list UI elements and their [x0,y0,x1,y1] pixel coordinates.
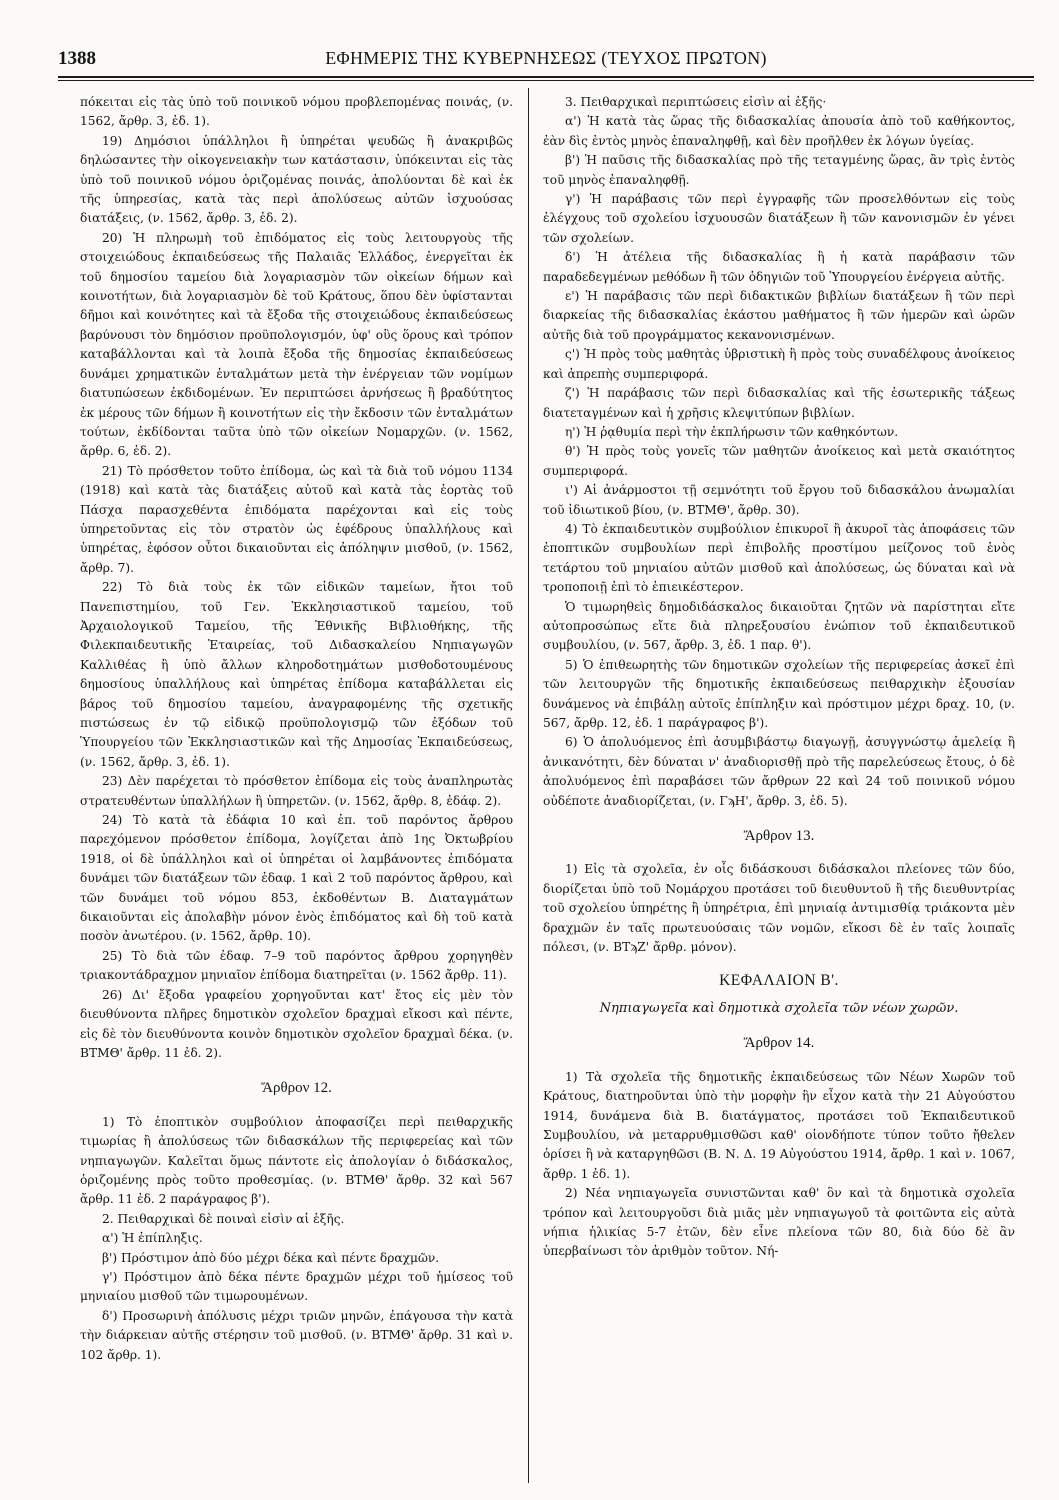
article-12-heading: Ἄρθρον 12. [261,1080,332,1097]
chapter-heading: ΚΕΦΑΛΑΙΟΝ Β'. [719,972,839,990]
clause-3-item-c: γ') Ἡ παράβασις τῶν περὶ ἐγγραφῆς τῶν προσελθόντων εἰς τοὺς ἐλέγχους τοῦ σχολείου ἰσχυουσῶν διατάξεων ἢ τῶν κανονισμῶν ἐν γένει τῶν σχολείων. [543,192,1015,245]
paragraph-22: 22) Τὸ διὰ τοὺς ἐκ τῶν εἰδικῶν ταμείων, ἤτοι τοῦ Πανεπιστημίου, τοῦ Γεν. Ἐκκλησιαστικοῦ ταμείου, τοῦ Ἀρχαιολογικοῦ Ταμείου, τῆς Ἐθνικῆς Βιβλιοθήκης, τῆς Φιλεκπαιδευτικῆς Ἑταιρείας, τοῦ Διδασκαλείου Νηπιαγωγῶν Καλλιθέας ἢ ὑπὸ ἄλλων κληροδοτημάτων μισθοδοτουμένους δημοσίους ὑπαλλήλους καὶ ὑπηρέτας ἐπίδομα καταβάλλεται εἰς βάρος τοῦ δημοσίου ταμείου, ἀναγραφομένης τῆς σχετικῆς πιστώσεως ἐν τῷ εἰδικῷ προϋπολογισμῷ τῶν ἐξόδων τοῦ Ὑπουργείου τῶν Ἐκκλησιαστικῶν καὶ τῆς Δημοσίας Ἐκπαιδεύσεως, (ν. 1562, ἄρθρ. 3, ἐδ. 1). [80,580,513,769]
header-rule-thick [58,76,1034,78]
clause-3-item-h: η') Ἡ ῥᾳθυμία περὶ τὴν ἐκπλήρωσιν τῶν καθηκόντων. [565,424,899,439]
article-12-item-a: α') Ἡ ἐπίπληξις. [102,1231,203,1246]
article-12-item-b: β') Πρόστιμον ἀπὸ δύο μέχρι δέκα καὶ πέντε δραχμῶν. [102,1250,440,1265]
page-header [58,42,1034,76]
clause-3-item-g: ζ') Ἡ παράβασις τῶν περὶ διδασκαλίας καὶ τῆς ἐσωτερικῆς τάξεως διατεταγμένων καὶ ἡ χρῆσις κλεψιτύπων βιβλίων. [543,386,1015,420]
right-column [543,93,1015,1262]
article-12-clause-5: 5) Ὁ ἐπιθεωρητὴς τῶν δημοτικῶν σχολείων τῆς περιφερείας ἀσκεῖ ἐπὶ τῶν λειτουργῶν τῆς δημοτικῆς ἐκπαιδεύσεως πειθαρχικὴν ἐξουσίαν δυνάμενος νὰ ἐπιβάλῃ αὐτοῖς ἐπίπληξιν καὶ πρόστιμον μέχρι δραχ. 10, (ν. 567, ἄρθρ. 12, ἐδ. 1 παράγραφος β'). [543,657,1015,730]
article-12-clause-1: 1) Τὸ ἐποπτικὸν συμβούλιον ἀποφασίζει περὶ πειθαρχικῆς τιμωρίας ἢ ἀπολύσεως τῶν διδασκάλων τῆς περιφερείας καὶ τῶν νηπιαγωγῶν. Καλεῖται ὅμως πάντοτε εἰς ἀπολογίαν ὁ διδάσκαλος, ὁριζομένης πρὸς τοῦτο προθεσμίας. (ν. ΒΤΜΘ' ἄρθρ. 32 καὶ 567 ἄρθρ. 11 ἐδ. 2 παράγραφος β'). [80,1114,513,1207]
article-12-item-d: δ') Προσωρινὴ ἀπόλυσις μέχρι τριῶν μηνῶν, ἐπάγουσα τὴν κατὰ τὴν διάρκειαν αὐτῆς στέρησιν τοῦ μισθοῦ. (ν. ΒΤΜΘ' ἄρθρ. 31 καὶ ν. 102 ἄρθρ. 1). [80,1308,513,1362]
header-rule-thin [58,80,1034,81]
page-number: 1388 [58,48,96,69]
article-13-heading: Ἄρθρον 13. [743,828,815,845]
paragraph-25: 25) Τὸ διὰ τῶν ἐδαφ. 7–9 τοῦ παρόντος ἄρθρου χορηγηθὲν τριακοντάδραχμον μηνιαῖον ἐπίδομα διατηρεῖται (ν. 1562 ἄρθρ. 11). [80,948,513,983]
paragraph-23: 23) Δὲν παρέχεται τὸ πρόσθετον ἐπίδομα εἰς τοὺς ἀναπληρωτὰς στρατευθέντων ὑπαλλήλων ἢ ὑπηρετῶν. (ν. 1562, ἄρθρ. 8, ἐδάφ. 2). [80,774,513,808]
article-13-clause-1: 1) Εἰς τὰ σχολεῖα, ἐν οἷς διδάσκουσι διδάσκαλοι πλείονες τῶν δύο, διορίζεται ὑπὸ τοῦ Νομάρχου προτάσει τοῦ διευθυντοῦ ἢ τῆς διευθυντρίας τοῦ σχολείου ὑπηρέτης ἢ ὑπηρέτρια, ἐπὶ μηνιαίᾳ ἀντιμισθίᾳ τριάκοντα μὲν δραχμῶν ἐν ταῖς πρωτευούσαις τῶν νομῶν, εἴκοσι δὲ ἐν ταῖς λοιπαῖς πόλεσι, (ν. ΒΤϡΖ' ἄρθρ. μόνον). [543,862,1015,955]
article-12-clause-4-cont: Ὁ τιμωρηθεὶς δημοδιδάσκαλος δικαιοῦται ζητῶν νὰ παρίστηται εἴτε αὐτοπροσώπως εἴτε διὰ πληρεξουσίου ἐνώπιον τοῦ ἐκπαιδευτικοῦ συμβουλίου, (ν. 567, ἄρθρ. 3, ἐδ. 1 παρ. θ'). [543,599,1015,653]
paragraph-19: 19) Δημόσιοι ὑπάλληλοι ἢ ὑπηρέται ψευδῶς ἢ ἀνακριβῶς δηλώσαντες τὴν οἰκογενειακὴν των κατάστασιν, ὑπόκεινται εἰς τὰς ὑπὸ τοῦ ποινικοῦ νόμου ὁριζομένας ποινάς, ἀπολύονται δὲ καὶ ἐκ τῆς ὑπηρεσίας, κατὰ τὰς περὶ ἀπολύσεως αὐτῶν ἰσχυούσας διατάξεις, (ν. 1562, ἄρθρ. 3, ἐδ. 2). [80,133,513,226]
clause-3-item-i: θ') Ἡ πρὸς τοὺς γονεῖς τῶν μαθητῶν ἀνοίκειος καὶ μετὰ σκαιότητος συμπεριφορά. [543,444,1015,478]
clause-3-item-d: δ') Ἡ ἀτέλεια τῆς διδασκαλίας ἢ ἡ κατὰ παράβασιν τῶν παραδεδεγμένων μεθόδων ἢ τῶν ὁδηγιῶν τοῦ Ὑπουργείου ἐνέργεια αὐτῆς. [543,250,1015,284]
paragraph-24: 24) Τὸ κατὰ τὰ ἐδάφια 10 καὶ ἐπ. τοῦ παρόντος ἄρθρου παρεχόμενον πρόσθετον ἐπίδομα, λογίζεται ἀπὸ 1ης Ὀκτωβρίου 1918, οἱ δὲ ὑπάλληλοι καὶ οἱ ὑπηρέται οἱ λαμβάνοντες ἐπιδόματα δυνάμει τῶν διατάξεων τῶν ἐδαφ. 1 καὶ 2 τοῦ παρόντος ἄρθρου, καὶ τῶν δυνάμει τοῦ νόμου 853, ἐκδοθέντων Β. Διαταγμάτων δικαιοῦνται εἰς ἀπολαβὴν μόνον ἑνὸς ἐπιδόματος καὶ δὴ τοῦ κατὰ ποσὸν ἀνωτέρου. (ν. 1562, ἄρθρ. 10). [80,813,513,944]
article-14-heading: Ἄρθρον 14. [743,1035,815,1052]
clause-3-item-f: ς') Ἡ πρὸς τοὺς μαθητὰς ὑβριστικὴ ἢ πρὸς τοὺς συναδέλφους ἀνοίκειος καὶ ἀπρεπὴς συμπεριφορά. [543,347,1015,381]
left-column [80,93,513,1365]
article-14-clause-2: 2) Νέα νηπιαγωγεῖα συνιστῶνται καθ' ὃν καὶ τὰ δημοτικὰ σχολεῖα τρόπον καὶ λειτουργοῦσι διὰ μιᾶς μὲν νηπιαγωγοῦ τὰ φοιτῶντα εἰς αὐτὰ νήπια ἡλικίας 5-7 ἐτῶν, δὲν εἶνε πλείονα τῶν 80, διὰ δύο δὲ ἂν ὑπερβαίνωσι τὸν ἀριθμὸν τοῦτον. Νή- [543,1186,1015,1259]
article-12-clause-4: 4) Τὸ ἐκπαιδευτικὸν συμβούλιον ἐπικυροῖ ἢ ἀκυροῖ τὰς ἀποφάσεις τῶν ἐποπτικῶν συμβουλίων περὶ ἐπιβολῆς προστίμου μείζονος τοῦ ἑνὸς τετάρτου τοῦ μηνιαίου αὐτῶν μισθοῦ καὶ ἀπολύσεως, ὡς δύναται καὶ νὰ τροποποιῇ ἐπὶ τὸ ἐπιεικέστερον. [543,521,1015,595]
clause-3-item-e: ε') Ἡ παράβασις τῶν περὶ διδακτικῶν βιβλίων διατάξεων ἢ τῶν περὶ διαρκείας τῆς διδασκαλίας ἑκάστου μαθήματος ἢ τῶν ἡμερῶν καὶ ὡρῶν αὐτῆς διὰ τοῦ προγράμματος κεκανονισμένων. [543,289,1015,342]
column-divider [528,88,529,1483]
gazette-title: ΕΦΗΜΕΡΙΣ ΤΗΣ ΚΥΒΕΡΝΗΣΕΩΣ (ΤΕΥΧΟΣ ΠΡΩΤΟΝ) [325,48,767,68]
chapter-subtitle: Νηπιαγωγεῖα καὶ δημοτικὰ σχολεῖα τῶν νέων χωρῶν. [599,1000,959,1016]
clause-3-item-a: α') Ἡ κατὰ τὰς ὥρας τῆς διδασκαλίας ἀπουσία ἀπὸ τοῦ καθήκοντος, ἐὰν δὶς ἐντὸς μηνὸς ἐπαναληφθῇ, καὶ δὲν προῆλθεν ἐκ λόγων ὑγείας. [543,114,1015,148]
article-14-clause-1: 1) Τὰ σχολεῖα τῆς δημοτικῆς ἐκπαιδεύσεως τῶν Νέων Χωρῶν τοῦ Κράτους, διατηροῦνται ὑπὸ τὴν μορφὴν ἣν εἶχον κατὰ τὴν 21 Αὐγούστου 1914, δυνάμενα διὰ Β. διατάγματος, προτάσει τοῦ Ἐκπαιδευτικοῦ Συμβουλίου, νὰ μεταρρυθμισθῶσι καθ' οἱονδήποτε τύπον τοῦτο ἤθελεν ὁρίσει ἢ νὰ καταργηθῶσι (Β. Ν. Δ. 19 Αὐγούστου 1914, ἄρθρ. 1 καὶ ν. 1067, ἄρθρ. 1 ἐδ. 1). [543,1069,1015,1181]
article-12-clause-2: 2. Πειθαρχικαὶ δὲ ποιναὶ εἰσὶν αἱ ἑξῆς. [102,1211,345,1226]
paragraph: πόκειται εἰς τὰς ὑπὸ τοῦ ποινικοῦ νόμου προβλεπομένας ποινάς, (ν. 1562, ἄρθρ. 3, ἐδ. 1). [80,95,513,129]
article-12-clause-3: 3. Πειθαρχικαὶ περιπτώσεις εἰσὶν αἱ ἑξῆς· [565,95,827,109]
paragraph-20: 20) Ἡ πληρωμὴ τοῦ ἐπιδόματος εἰς τοὺς λειτουργοὺς τῆς στοιχειώδους ἐκπαιδεύσεως τῆς Παλαιᾶς Ἑλλάδος, ἐνεργεῖται ἐκ τοῦ δημοσίου ταμείου διὰ λογαριασμὸν τῶν οἰκείων δήμων καὶ κοινοτήτων, διὰ λογαριασμὸν δὲ τοῦ Κράτους, ὅπου δὲν ὑφίστανται δῆμοι καὶ κοινότητες καὶ τὰ ἔξοδα τῆς στοιχειώδους ἐκπαιδεύσεως βαρύνουσι τὸν δημόσιον προϋπολογισμόν, ὑφ' οὓς ὅρους καὶ τρόπον καταβάλλονται καὶ τὰ λοιπὰ ἔξοδα τῆς δημοσίας ἐκπαιδεύσεως δυνάμει χρηματικῶν ἐνταλμάτων μετὰ τὴν ἐνέργειαν τῶν νομίμων διατυπώσεων ἐκδιδομένων. Ἐν περιπτώσει ἀρνήσεως ἢ βραδύτητος ἐκ μέρους τῶν δήμων ἢ κοινοτήτων εἰς τὴν ἔκδοσιν τῶν ἐνταλμάτων τούτων, ἐκδίδονται ταῦτα ὑπὸ τῶν οἰκείων Νομαρχῶν. (ν. 1562, ἄρθρ. 6, ἐδ. 2). [80,230,513,459]
clause-3-item-b: β') Ἡ παῦσις τῆς διδασκαλίας πρὸ τῆς τεταγμένης ὥρας, ἂν τρὶς ἐντὸς τοῦ μηνὸς ἐπαναληφθῇ. [543,153,1015,187]
paragraph-26: 26) Δι' ἔξοδα γραφείου χορηγοῦνται κατ' ἔτος εἰς μὲν τὸν διευθύνοντα πλῆρες δημοτικὸν σχολεῖον δραχμαὶ εἴκοσι καὶ πέντε, εἰς δὲ τὸν διευθύνοντα κοινὸν δημοτικὸν σχολεῖον δραχμαὶ δέκα. (ν. ΒΤΜΘ' ἄρθρ. 11 ἐδ. 2). [80,987,513,1060]
clause-3-item-j: ι') Αἱ ἀνάρμοστοι τῇ σεμνότητι τοῦ ἔργου τοῦ διδασκάλου ἀνωμαλίαι τοῦ ἰδιωτικοῦ βίου, (ν. ΒΤΜΘ', ἄρθρ. 30). [543,483,1015,517]
article-12-item-c: γ') Πρόστιμον ἀπὸ δέκα πέντε δραχμῶν μέχρι τοῦ ἡμίσεος τοῦ μηνιαίου μισθοῦ τῶν τιμωρουμένων. [80,1269,513,1304]
paragraph-21: 21) Τὸ πρόσθετον τοῦτο ἐπίδομα, ὡς καὶ τὰ διὰ τοῦ νόμου 1134 (1918) καὶ κατὰ τὰς διατάξεις αὐτοῦ καὶ κατὰ τὰς ἑορτὰς τοῦ Πάσχα παρασχεθέντα ἐπιδόματα παρέχονται καὶ εἰς τοὺς ὑπηρετοῦντας εἰς τὸν στρατὸν ὡς ἐφέδρους ὑπαλλήλους καὶ ὑπηρέτας, ἐφόσον οὗτοι δικαιοῦνται εἰς ἀπόληψιν μισθοῦ, (ν. 1562, ἄρθρ. 7). [80,463,513,575]
article-12-clause-6: 6) Ὁ ἀπολυόμενος ἐπὶ ἀσυμβιβάστῳ διαγωγῇ, ἀσυγγνώστῳ ἀμελείᾳ ἢ ἀνικανότητι, δὲν δύναται ν' ἀναδιορισθῇ πρὸ τῆς παρελεύσεως ἔτους, ὁ δὲ ἀπολυόμενος ἐπὶ παραβάσει τῶν ἄρθρων 22 καὶ 24 τοῦ ποινικοῦ νόμου οὐδέποτε ἀναδιορίζεται, (ν. ΓϡΗ', ἄρθρ. 3, ἐδ. 5). [543,735,1015,808]
